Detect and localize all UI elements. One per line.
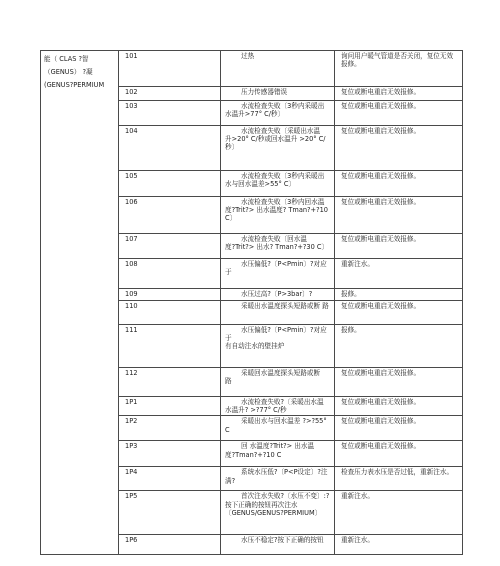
description-line: 水流检查失败〔3秒内采暖出	[241, 102, 325, 110]
error-code: 112	[119, 368, 221, 397]
remedy-action: 复位或断电重启无效报修。	[335, 197, 463, 234]
error-code: 104	[119, 126, 221, 171]
description-line: C〕	[225, 214, 237, 223]
description-line: 升>20° C/秒或回水温升 >20° C/	[225, 135, 326, 144]
remedy-action: 复位或断电重启无效报修。	[335, 397, 463, 416]
error-code: 108	[119, 259, 221, 289]
description-line: 水温升? >?77° C/秒	[225, 406, 287, 415]
description-line: 水流检查失败〔采暖出水温	[241, 127, 321, 135]
error-description	[221, 234, 335, 259]
remedy-action: 复位或断电重启无效报修。	[335, 171, 463, 197]
error-code: 101	[119, 51, 221, 87]
description-line: 水压过高?〔P>3bar〕?	[241, 290, 313, 298]
description-line: 系统水压低?〔P<P设定〕?注	[241, 468, 328, 477]
description-line: 水温升>77° C/秒〕	[225, 110, 285, 119]
description-line: 有自动注水的壁挂炉	[225, 342, 285, 351]
series-cell	[41, 51, 119, 555]
description-line: 度?Trit?> 出水? Tman?+?30 C〕	[225, 243, 329, 252]
description-line: 水与回水温差>55° C〕	[225, 180, 296, 189]
error-description	[221, 535, 335, 555]
description-line: 压力传感器错误	[241, 88, 288, 96]
error-description	[221, 259, 335, 289]
error-code: 110	[119, 301, 221, 325]
series-label: （GENUS） ?凝	[44, 68, 93, 77]
description-line: 路	[225, 377, 232, 386]
error-description	[221, 467, 335, 491]
remedy-action: 重新注水。	[335, 491, 463, 535]
error-code: 1P3	[119, 441, 221, 467]
description-line: 于	[225, 334, 232, 343]
description-line: 采暖出水与回水温差 ?>?55°	[241, 417, 327, 426]
remedy-action: 复位或断电重启无效报修。	[335, 441, 463, 467]
error-description	[221, 101, 335, 126]
description-line: 采暖出水温度探头短路或断 路	[241, 302, 329, 310]
description-line: 回 水温度?Trit?> 出水温	[241, 442, 315, 451]
table-row	[41, 51, 463, 87]
error-description	[221, 416, 335, 441]
remedy-action: 检查压力表水压是否过低，重新注水。	[335, 467, 463, 491]
error-description	[221, 368, 335, 397]
error-code: 1P1	[119, 397, 221, 416]
description-line: 秒〕	[225, 143, 239, 152]
error-code: 1P6	[119, 535, 221, 555]
description-line: 首次注水失败?〔水压不变〕:?	[241, 492, 330, 501]
error-description	[221, 441, 335, 467]
error-code: 1P4	[119, 467, 221, 491]
remedy-action: 复位或断电重启无效报修。	[335, 301, 463, 325]
description-line: 水压不稳定?按下正确的按钮	[241, 536, 324, 545]
remedy-action: 复位或断电重启无效报修。	[335, 101, 463, 126]
remedy-action: 报修。	[335, 289, 463, 301]
description-line: 度?Tman?+?10 C	[225, 450, 282, 459]
series-label: 能（ CLAS ?智	[44, 55, 89, 63]
error-code: 106	[119, 197, 221, 234]
error-description	[221, 197, 335, 234]
remedy-action: 复位或断电重启无效报修。	[335, 126, 463, 171]
error-description	[221, 289, 335, 301]
error-code: 1P2	[119, 416, 221, 441]
description-line: 〔GENUS/GENUS?PERMIUM〕	[225, 508, 322, 517]
error-code: 107	[119, 234, 221, 259]
remedy-action: 重新注水。	[335, 535, 463, 555]
error-code-table	[40, 50, 463, 555]
error-description	[221, 51, 335, 87]
error-code: 103	[119, 101, 221, 126]
description-line: 水流检查失败〔3秒内采暖出	[241, 172, 325, 180]
error-description	[221, 87, 335, 101]
description-line: 水压偏低?〔P<Pmin〕?对应	[241, 260, 327, 268]
description-line: 按下正确的按钮再次注水	[225, 500, 298, 509]
series-label: (GENUS?PERMIUM	[44, 81, 105, 90]
error-description	[221, 325, 335, 368]
remedy-action: 询问用户暖气管道是否关闭，复位无效报修。	[335, 51, 463, 87]
error-code: 109	[119, 289, 221, 301]
remedy-action: 复位或断电重启无效报修。	[335, 368, 463, 397]
error-description	[221, 126, 335, 171]
description-line: 采暖回水温度探头短路或断	[241, 369, 321, 377]
error-description	[221, 171, 335, 197]
remedy-action: 复位或断电重启无效报修。	[335, 234, 463, 259]
description-line: 满?	[225, 476, 236, 485]
error-description	[221, 397, 335, 416]
error-code: 111	[119, 325, 221, 368]
remedy-action: 报修。	[335, 325, 463, 368]
remedy-action: 重新注水。	[335, 259, 463, 289]
description-line: 水流检查失败〔3秒内回水温	[241, 198, 325, 206]
description-line: C	[225, 425, 230, 434]
remedy-action: 复位或断电重启无效报修。	[335, 87, 463, 101]
error-code: 1P5	[119, 491, 221, 535]
error-code: 102	[119, 87, 221, 101]
description-line: 水压偏低?〔P<Pmin〕?对应	[241, 326, 327, 334]
description-line: 度?Trit?> 出水温度? Tman?+?10	[225, 206, 328, 215]
description-line: 水流检查失败?〔采暖出水温	[241, 398, 324, 406]
description-line: 于	[225, 268, 232, 277]
description-line: 过热	[241, 52, 255, 60]
remedy-action: 复位或断电重启无效报修。	[335, 416, 463, 441]
error-description	[221, 491, 335, 535]
description-line: 水流检查失败〔回水温	[241, 235, 307, 243]
error-code: 105	[119, 171, 221, 197]
error-description	[221, 301, 335, 325]
